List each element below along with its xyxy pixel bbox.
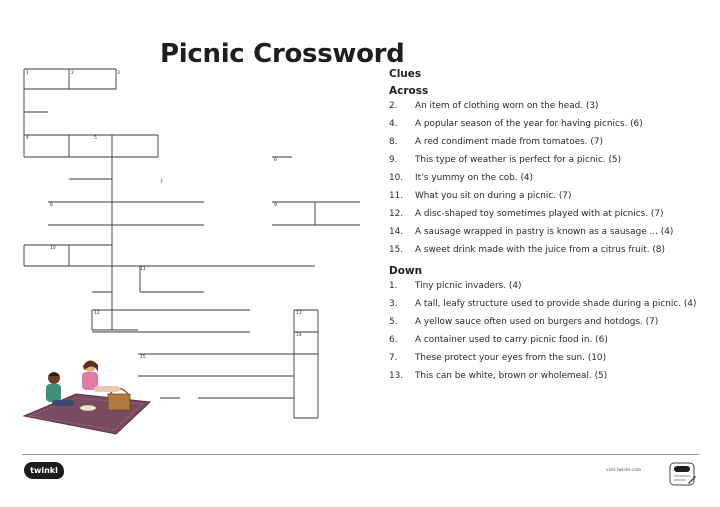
footer-divider [22, 454, 699, 455]
clue-text: A disc-shaped toy sometimes played with at picnics. (7) [415, 209, 664, 219]
down-clue [389, 316, 714, 329]
page-title: Picnic Crossword [160, 39, 405, 70]
down-clue [389, 370, 714, 383]
down-clue [389, 298, 714, 311]
clue-text: An item of clothing worn on the head. (3) [415, 101, 599, 111]
grid-number: 15 [140, 355, 146, 360]
clue-number: 14. [389, 227, 404, 237]
clue-number: 7. [389, 353, 398, 363]
clues-panel [389, 66, 714, 388]
across-clue [389, 190, 714, 203]
clue-text: A yellow sauce often used on burgers and hotdogs. (7) [415, 317, 659, 327]
clue-number: 9. [389, 155, 398, 165]
down-clue [389, 352, 714, 365]
grid-number: 11 [140, 267, 146, 272]
across-clue [389, 244, 714, 257]
clue-number: 11. [389, 191, 404, 201]
across-clue [389, 226, 714, 239]
grid-number: 14 [296, 333, 302, 338]
grid-number: 12 [94, 311, 100, 316]
clue-text: This type of weather is perfect for a picnic. (5) [415, 155, 622, 165]
across-clue [389, 100, 714, 113]
grid-numbers [26, 70, 302, 360]
clue-number: 4. [389, 119, 398, 129]
clues-heading: Clues [389, 68, 422, 80]
grid-number: 9 [274, 203, 277, 208]
down-clue-list [389, 280, 714, 383]
grid-number: 2 [71, 71, 74, 76]
clue-number: 6. [389, 335, 398, 345]
clue-text: These protect your eyes from the sun. (10) [415, 353, 607, 363]
footer-url: visit twinkl.com [606, 468, 642, 473]
clue-number: 2. [389, 101, 398, 111]
clue-text: Tiny picnic invaders. (4) [415, 281, 522, 291]
down-clue [389, 280, 714, 293]
clue-number: 10. [389, 173, 404, 183]
clue-text: What you sit on during a picnic. (7) [415, 191, 572, 201]
grid-number: 1 [26, 71, 29, 76]
twinkl-badge-icon [668, 461, 698, 489]
clue-text: A tall, leafy structure used to provide shade during a picnic. (4) [415, 299, 697, 309]
across-clue [389, 208, 714, 221]
clue-text: It’s yummy on the cob. (4) [415, 173, 534, 183]
grid-number: 10 [50, 246, 56, 251]
clue-text: This can be white, brown or wholemeal. (5) [415, 371, 608, 381]
down-clue [389, 334, 714, 347]
picnic-illustration [18, 350, 158, 440]
across-clue [389, 136, 714, 149]
clue-number: 3. [389, 299, 398, 309]
clue-number: 15. [389, 245, 404, 255]
clue-text: A container used to carry picnic food in. (6) [415, 335, 608, 345]
child-body [46, 384, 61, 402]
down-heading: Down [389, 265, 423, 277]
grid-number: 4 [26, 136, 29, 141]
clue-number: 13. [389, 371, 404, 381]
grid-number: 8 [50, 203, 53, 208]
grid-number: 5 [94, 136, 97, 141]
across-heading: Across [389, 85, 429, 97]
child-hair [48, 373, 60, 377]
clue-text: A popular season of the year for having picnics. (6) [415, 119, 643, 129]
grid-number: 7 [160, 180, 163, 185]
clue-number: 12. [389, 209, 404, 219]
across-clue [389, 154, 714, 167]
across-clue [389, 172, 714, 185]
clue-number: 8. [389, 137, 398, 147]
child-legs [94, 386, 120, 392]
grid-number: 6 [274, 158, 277, 163]
food-plate [80, 405, 96, 411]
twinkl-logo: twinkl [24, 462, 64, 479]
grid-number: 3 [117, 71, 120, 76]
clue-number: 1. [389, 281, 398, 291]
clue-text: A sweet drink made with the juice from a citrus fruit. (8) [415, 245, 665, 255]
across-clue-list [389, 100, 714, 257]
clue-number: 5. [389, 317, 398, 327]
across-clue [389, 118, 714, 131]
picnic-basket [108, 394, 130, 410]
clue-text: A sausage wrapped in pastry is known as a sausage ... (4) [415, 227, 674, 237]
clue-text: A red condiment made from tomatoes. (7) [415, 137, 603, 147]
child-legs [52, 400, 74, 406]
grid-number: 13 [296, 311, 302, 316]
